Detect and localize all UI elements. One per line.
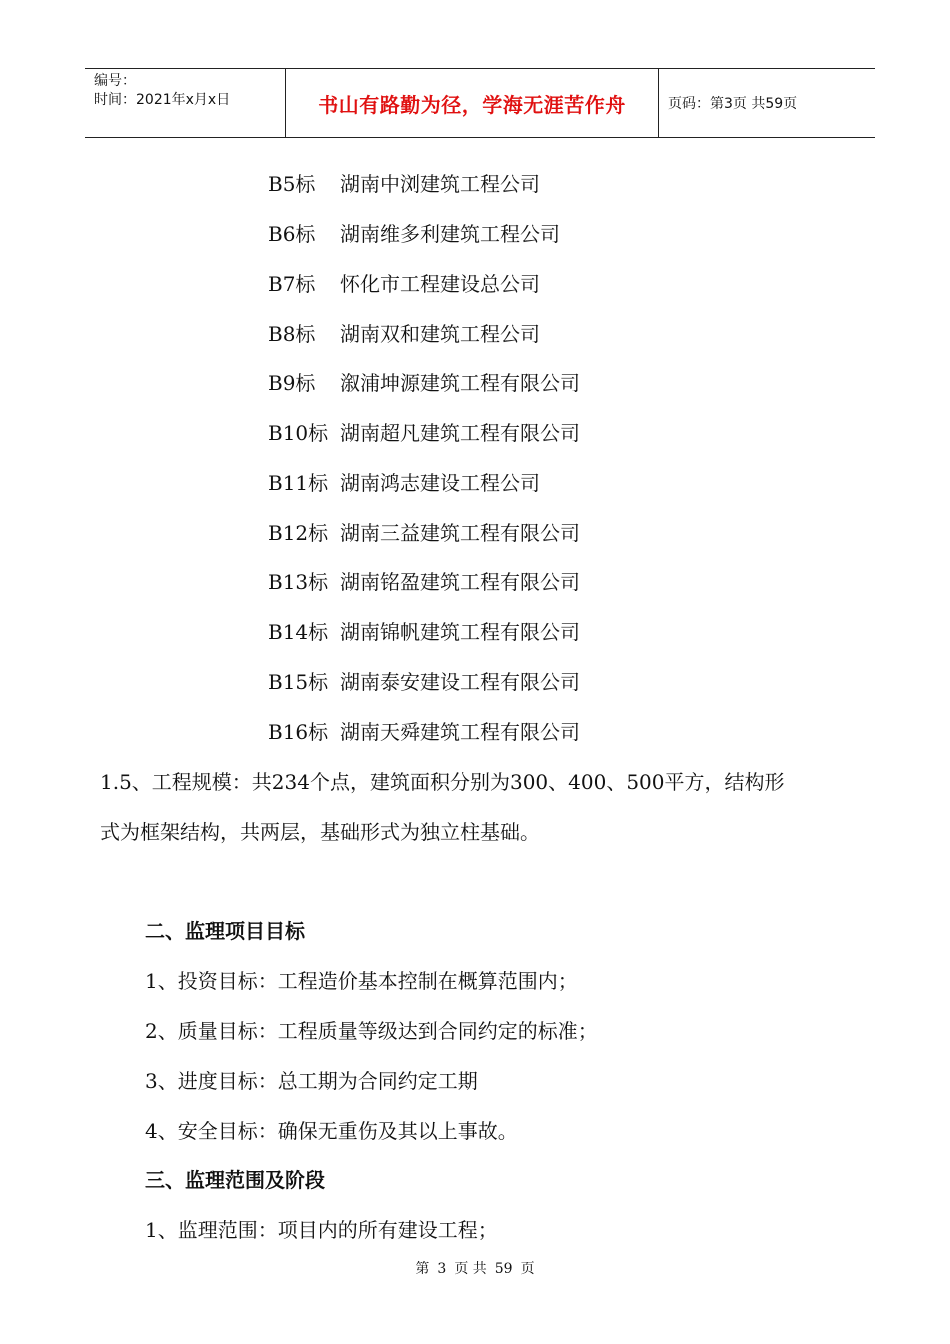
bid-id: B15标 xyxy=(268,670,329,694)
bid-line xyxy=(268,719,580,745)
bid-company: 湖南天舜建筑工程有限公司 xyxy=(340,720,580,744)
bid-company: 怀化市工程建设总公司 xyxy=(340,272,540,296)
section-2-item: 3、进度目标：总工期为合同约定工期 xyxy=(145,1069,478,1093)
section-3-item: 1、监理范围：项目内的所有建设工程； xyxy=(145,1218,498,1242)
bid-id: B16标 xyxy=(268,720,329,744)
bid-company: 湖南铭盈建筑工程有限公司 xyxy=(340,570,580,594)
bid-line xyxy=(268,520,580,546)
bid-line xyxy=(268,420,580,446)
scale-paragraph-line-1: 1.5、工程规模：共234个点，建筑面积分别为300、400、500平方，结构形 xyxy=(100,770,785,794)
bid-line xyxy=(268,619,580,645)
bid-id: B8标 xyxy=(268,322,316,346)
bid-id: B7标 xyxy=(268,272,316,296)
header-motto: 书山有路勤为径，学海无涯苦作舟 xyxy=(318,92,626,117)
bid-company: 湖南锦帆建筑工程有限公司 xyxy=(340,620,580,644)
bid-id: B11标 xyxy=(268,471,329,495)
section-2-item: 4、安全目标：确保无重伤及其以上事故。 xyxy=(145,1119,518,1143)
document-number-label: 编号： xyxy=(94,73,136,89)
bid-id: B9标 xyxy=(268,371,316,395)
page-header xyxy=(85,68,875,138)
section-3-title: 三、监理范围及阶段 xyxy=(145,1168,325,1192)
footer-page-total: 59 xyxy=(494,1261,513,1277)
bid-line xyxy=(268,669,580,695)
bid-company: 湖南维多利建筑工程公司 xyxy=(340,222,560,246)
bid-company: 湖南超凡建筑工程有限公司 xyxy=(340,421,580,445)
bid-line xyxy=(268,370,580,396)
bid-line xyxy=(268,470,540,496)
section-2-title: 二、监理项目目标 xyxy=(145,919,305,943)
bid-company: 湖南三益建筑工程有限公司 xyxy=(340,521,580,545)
document-time-label: 时间：2021年x月x日 xyxy=(94,92,231,108)
footer-page-suffix: 页 xyxy=(520,1261,535,1277)
bid-line xyxy=(268,271,540,297)
bid-id: B6标 xyxy=(268,222,316,246)
bid-id: B10标 xyxy=(268,421,329,445)
page-footer xyxy=(0,1258,950,1278)
footer-page-number: 3 xyxy=(437,1261,447,1277)
bid-line xyxy=(268,569,580,595)
header-motto-cell xyxy=(286,69,659,137)
bid-line xyxy=(268,221,560,247)
section-2-item: 2、质量目标：工程质量等级达到合同约定的标准； xyxy=(145,1019,598,1043)
bid-company: 溆浦坤源建筑工程有限公司 xyxy=(340,371,580,395)
bid-line xyxy=(268,171,540,197)
header-meta xyxy=(85,69,286,137)
header-page-info: 页码：第3页 共59页 xyxy=(668,96,798,112)
bid-company: 湖南双和建筑工程公司 xyxy=(340,322,540,346)
footer-page-prefix: 第 xyxy=(415,1261,430,1277)
bid-company: 湖南中浏建筑工程公司 xyxy=(340,172,540,196)
bid-company: 湖南泰安建设工程有限公司 xyxy=(340,670,580,694)
bid-id: B14标 xyxy=(268,620,329,644)
bid-company: 湖南鸿志建设工程公司 xyxy=(340,471,540,495)
bid-id: B5标 xyxy=(268,172,316,196)
bid-id: B13标 xyxy=(268,570,329,594)
bid-line xyxy=(268,321,540,347)
footer-page-mid: 页 共 xyxy=(454,1261,487,1277)
bid-id: B12标 xyxy=(268,521,329,545)
scale-paragraph-line-2: 式为框架结构，共两层，基础形式为独立柱基础。 xyxy=(100,820,540,844)
section-2-item: 1、投资目标：工程造价基本控制在概算范围内； xyxy=(145,969,578,993)
